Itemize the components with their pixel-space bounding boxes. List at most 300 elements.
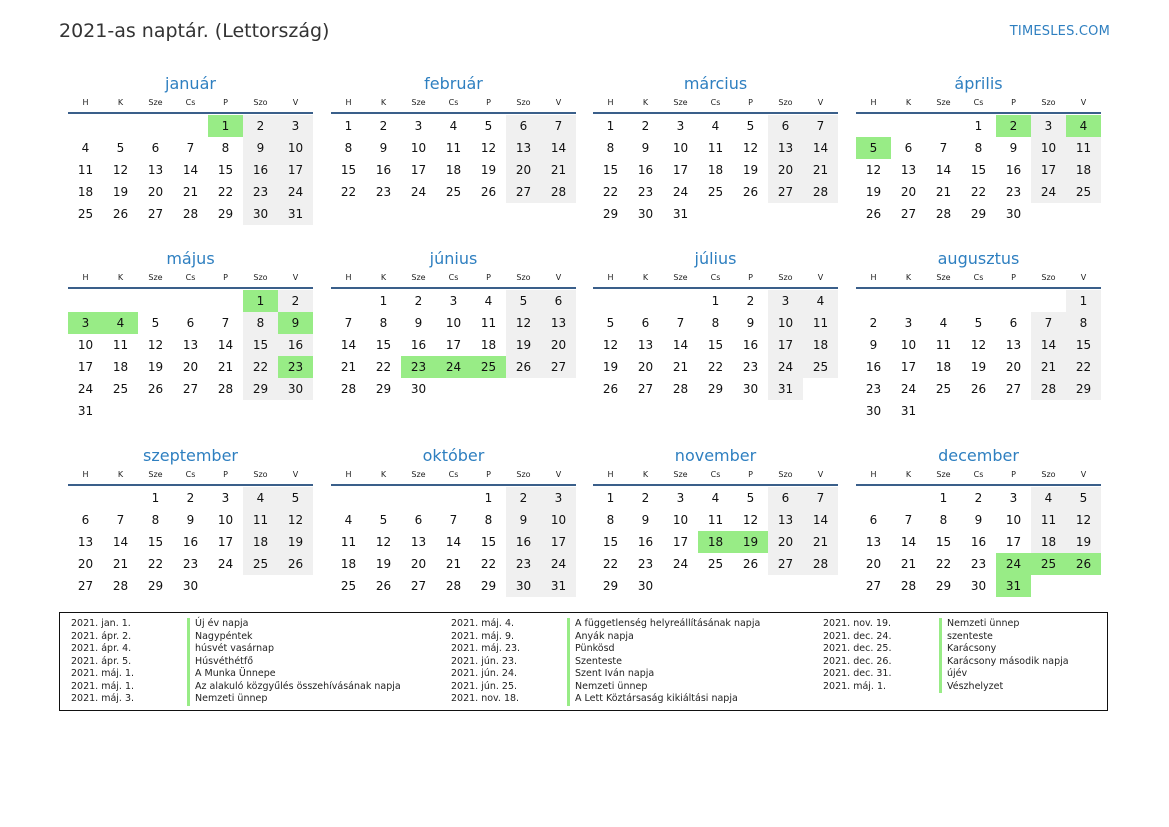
weekday-label: Szo xyxy=(253,273,268,282)
day-cell: 1 xyxy=(151,491,160,505)
day-cell: 8 xyxy=(221,141,230,155)
day-cell: 15 xyxy=(243,334,278,356)
weekday-label: K xyxy=(380,470,387,479)
day-cell: 5 xyxy=(746,491,755,505)
weekday-label: P xyxy=(223,98,228,107)
month-január xyxy=(68,72,313,225)
legend-row xyxy=(823,631,1069,644)
day-cell: 20 xyxy=(410,557,427,571)
holiday-name: Nemzeti ünnep xyxy=(939,618,1019,631)
day-cell: 28 xyxy=(112,579,129,593)
day-cell: 23 xyxy=(742,360,759,374)
day-cell: 4 xyxy=(449,119,458,133)
day-cell: 15 xyxy=(480,535,497,549)
day-cell: 31 xyxy=(77,404,94,418)
day-cell: 9 xyxy=(746,316,755,330)
holiday-date: 2021. dec. 26. xyxy=(823,655,892,667)
day-cell: 16 xyxy=(182,535,199,549)
day-cell: 25 xyxy=(112,382,129,396)
day-cell: 11 xyxy=(1066,137,1101,159)
weekday-label: H xyxy=(607,273,614,282)
weekday-label: V xyxy=(1080,470,1087,479)
day-cell: 31 xyxy=(768,378,803,400)
day-cell: 2 xyxy=(641,491,650,505)
day-grid xyxy=(593,290,838,400)
weekday-label: V xyxy=(555,98,562,107)
day-cell: 12 xyxy=(506,312,541,334)
month-name: március xyxy=(683,74,748,93)
day-cell: 26 xyxy=(112,207,129,221)
day-cell: 15 xyxy=(340,163,357,177)
month-name: január xyxy=(165,74,216,93)
day-cell: 30 xyxy=(182,579,199,593)
day-cell: 29 xyxy=(480,579,497,593)
weekday-label: K xyxy=(380,273,387,282)
day-cell: 6 xyxy=(641,316,650,330)
day-cell: 29 xyxy=(243,378,278,400)
day-cell: 12 xyxy=(147,338,164,352)
empty-cell xyxy=(208,290,243,312)
weekday-label: V xyxy=(1080,273,1087,282)
day-cell: 26 xyxy=(742,185,759,199)
day-cell: 18 xyxy=(112,360,129,374)
day-cell: 2 xyxy=(186,491,195,505)
day-cell: 25 xyxy=(935,382,952,396)
empty-cell xyxy=(436,487,471,509)
holiday-name: Nagypéntek xyxy=(187,631,253,644)
day-cell: 5 xyxy=(379,513,388,527)
day-cell: 5 xyxy=(606,316,615,330)
day-cell: 20 xyxy=(637,360,654,374)
day-cell: 27 xyxy=(77,579,94,593)
day-cell: 31 xyxy=(278,203,313,225)
weekday-label: Cs xyxy=(710,470,721,479)
day-cell: 27 xyxy=(410,579,427,593)
holiday-date: 2021. ápr. 4. xyxy=(71,643,132,654)
day-cell: 10 xyxy=(1005,513,1022,527)
holiday-date: 2021. dec. 25. xyxy=(823,643,892,654)
weekday-label: Szo xyxy=(516,98,531,107)
day-cell: 22 xyxy=(243,356,278,378)
day-cell: 26 xyxy=(375,579,392,593)
empty-cell xyxy=(103,115,138,137)
day-cell: 13 xyxy=(637,338,654,352)
empty-cell xyxy=(856,487,891,509)
empty-cell xyxy=(856,115,891,137)
holiday-day-cell: 9 xyxy=(278,312,313,334)
day-cell: 28 xyxy=(900,579,917,593)
day-cell: 9 xyxy=(243,137,278,159)
weekday-label: K xyxy=(642,273,649,282)
day-cell: 13 xyxy=(77,535,94,549)
day-cell: 1 xyxy=(379,294,388,308)
day-cell: 16 xyxy=(865,360,882,374)
empty-cell xyxy=(926,115,961,137)
holiday-date: 2021. máj. 1. xyxy=(823,680,887,692)
day-cell: 2 xyxy=(506,487,541,509)
empty-cell xyxy=(856,290,891,312)
holiday-name: Az alakuló közgyűlés összehívásának napja xyxy=(187,681,401,694)
month-június xyxy=(331,247,576,400)
day-cell: 2 xyxy=(641,119,650,133)
day-cell: 5 xyxy=(1066,487,1101,509)
day-cell: 10 xyxy=(410,141,427,155)
day-cell: 26 xyxy=(602,382,619,396)
weekday-label: H xyxy=(870,470,877,479)
weekday-label: K xyxy=(117,98,124,107)
weekday-label: Sze xyxy=(411,98,426,107)
day-cell: 22 xyxy=(340,185,357,199)
day-cell: 20 xyxy=(865,557,882,571)
day-cell: 18 xyxy=(445,163,462,177)
day-cell: 21 xyxy=(217,360,234,374)
day-cell: 4 xyxy=(711,119,720,133)
legend-row xyxy=(71,643,401,656)
day-cell: 8 xyxy=(344,141,353,155)
day-cell: 14 xyxy=(1031,334,1066,356)
weekday-label: Cs xyxy=(448,470,459,479)
day-cell: 13 xyxy=(506,137,541,159)
day-cell: 5 xyxy=(151,316,160,330)
weekday-label: P xyxy=(748,470,753,479)
day-cell: 7 xyxy=(344,316,353,330)
day-cell: 25 xyxy=(243,553,278,575)
month-február xyxy=(331,72,576,203)
holiday-date: 2021. jún. 25. xyxy=(451,680,518,692)
weekday-label: Cs xyxy=(973,470,984,479)
day-cell: 13 xyxy=(147,163,164,177)
day-cell: 3 xyxy=(1009,491,1018,505)
weekday-label: H xyxy=(82,273,89,282)
day-cell: 22 xyxy=(935,557,952,571)
day-cell: 13 xyxy=(1005,338,1022,352)
weekday-label: K xyxy=(905,273,912,282)
day-cell: 11 xyxy=(112,338,129,352)
day-cell: 6 xyxy=(768,487,803,509)
day-cell: 18 xyxy=(707,163,724,177)
holiday-day-cell: 23 xyxy=(278,356,313,378)
holiday-name: Nemzeti ünnep xyxy=(567,681,647,694)
day-cell: 14 xyxy=(112,535,129,549)
legend-row xyxy=(71,693,401,706)
day-cell: 29 xyxy=(707,382,724,396)
day-cell: 23 xyxy=(637,185,654,199)
day-cell: 22 xyxy=(375,360,392,374)
day-cell: 28 xyxy=(1031,378,1066,400)
holiday-day-cell: 24 xyxy=(436,356,471,378)
day-cell: 17 xyxy=(672,535,689,549)
weekday-label: H xyxy=(870,98,877,107)
day-cell: 19 xyxy=(865,185,882,199)
day-cell: 30 xyxy=(970,579,987,593)
day-cell: 11 xyxy=(445,141,462,155)
day-cell: 23 xyxy=(375,185,392,199)
day-cell: 5 xyxy=(506,290,541,312)
holiday-name: Vészhelyzet xyxy=(939,681,1003,694)
holiday-date: 2021. máj. 3. xyxy=(71,693,135,704)
day-cell: 20 xyxy=(900,185,917,199)
weekday-label: V xyxy=(817,273,824,282)
holiday-date: 2021. jún. 24. xyxy=(451,668,518,679)
legend-row xyxy=(71,631,401,644)
legend-column xyxy=(823,618,1069,693)
day-cell: 28 xyxy=(803,553,838,575)
page-title: 2021-as naptár. (Lettország) xyxy=(59,20,330,42)
weekday-label: V xyxy=(555,273,562,282)
month-name: november xyxy=(674,446,757,465)
weekday-label: Sze xyxy=(936,273,951,282)
weekday-label: Cs xyxy=(448,98,459,107)
month-május xyxy=(68,247,313,422)
legend-column xyxy=(451,618,760,706)
month-szeptember xyxy=(68,444,313,597)
day-cell: 22 xyxy=(147,557,164,571)
month-november xyxy=(593,444,838,597)
weekday-label: K xyxy=(905,98,912,107)
weekday-label: Cs xyxy=(973,98,984,107)
empty-cell xyxy=(331,487,366,509)
day-cell: 6 xyxy=(414,513,423,527)
day-cell: 6 xyxy=(768,115,803,137)
day-cell: 23 xyxy=(243,181,278,203)
weekday-label: V xyxy=(292,273,299,282)
day-cell: 7 xyxy=(541,115,576,137)
day-cell: 12 xyxy=(970,338,987,352)
day-cell: 23 xyxy=(637,557,654,571)
day-cell: 8 xyxy=(939,513,948,527)
day-cell: 13 xyxy=(865,535,882,549)
day-cell: 12 xyxy=(1066,509,1101,531)
weekday-label: K xyxy=(380,98,387,107)
day-grid xyxy=(68,487,313,597)
day-cell: 25 xyxy=(77,207,94,221)
day-cell: 12 xyxy=(865,163,882,177)
legend-row xyxy=(451,643,760,656)
day-cell: 8 xyxy=(151,513,160,527)
legend-row xyxy=(71,656,401,669)
day-cell: 30 xyxy=(1005,207,1022,221)
holiday-name: Karácsony xyxy=(939,643,996,656)
day-cell: 28 xyxy=(935,207,952,221)
day-cell: 20 xyxy=(1005,360,1022,374)
day-cell: 24 xyxy=(217,557,234,571)
day-cell: 14 xyxy=(217,338,234,352)
weekday-label: P xyxy=(486,98,491,107)
day-cell: 2 xyxy=(746,294,755,308)
day-cell: 13 xyxy=(182,338,199,352)
day-cell: 13 xyxy=(768,137,803,159)
day-cell: 7 xyxy=(1031,312,1066,334)
day-cell: 29 xyxy=(217,207,234,221)
day-cell: 29 xyxy=(1066,378,1101,400)
site-link[interactable]: TIMESLES.COM xyxy=(1009,24,1110,39)
weekday-label: Cs xyxy=(448,273,459,282)
weekday-label: H xyxy=(870,273,877,282)
day-cell: 1 xyxy=(1066,290,1101,312)
day-cell: 8 xyxy=(711,316,720,330)
holiday-day-cell: 25 xyxy=(471,356,506,378)
day-cell: 22 xyxy=(217,185,234,199)
day-cell: 16 xyxy=(637,535,654,549)
day-cell: 24 xyxy=(410,185,427,199)
holiday-date: 2021. dec. 24. xyxy=(823,630,892,642)
day-cell: 12 xyxy=(742,141,759,155)
day-cell: 25 xyxy=(445,185,462,199)
day-cell: 17 xyxy=(672,163,689,177)
weekday-label: V xyxy=(817,470,824,479)
day-cell: 12 xyxy=(742,513,759,527)
month-name: október xyxy=(422,446,485,465)
day-cell: 27 xyxy=(1005,382,1022,396)
day-cell: 21 xyxy=(672,360,689,374)
day-grid xyxy=(856,115,1101,225)
day-cell: 5 xyxy=(116,141,125,155)
day-cell: 19 xyxy=(112,185,129,199)
day-cell: 13 xyxy=(900,163,917,177)
day-cell: 30 xyxy=(637,207,654,221)
day-cell: 10 xyxy=(445,316,462,330)
day-cell: 2 xyxy=(869,316,878,330)
day-cell: 18 xyxy=(243,531,278,553)
day-cell: 10 xyxy=(672,513,689,527)
day-cell: 25 xyxy=(707,185,724,199)
day-cell: 14 xyxy=(182,163,199,177)
holiday-date: 2021. nov. 18. xyxy=(451,693,520,704)
day-cell: 18 xyxy=(1066,159,1101,181)
day-cell: 3 xyxy=(278,115,313,137)
weekday-label: Sze xyxy=(673,470,688,479)
empty-cell xyxy=(103,487,138,509)
day-cell: 19 xyxy=(1066,531,1101,553)
day-cell: 7 xyxy=(186,141,195,155)
day-cell: 6 xyxy=(81,513,90,527)
weekday-label: Szo xyxy=(516,273,531,282)
day-cell: 15 xyxy=(217,163,234,177)
day-cell: 1 xyxy=(974,119,983,133)
day-cell: 4 xyxy=(939,316,948,330)
day-cell: 11 xyxy=(1031,509,1066,531)
day-cell: 27 xyxy=(541,356,576,378)
day-cell: 2 xyxy=(974,491,983,505)
day-cell: 9 xyxy=(641,513,650,527)
day-cell: 24 xyxy=(1031,181,1066,203)
empty-cell xyxy=(628,290,663,312)
day-cell: 15 xyxy=(707,338,724,352)
day-cell: 5 xyxy=(484,119,493,133)
day-cell: 9 xyxy=(414,316,423,330)
holiday-day-cell: 25 xyxy=(1031,553,1066,575)
day-cell: 30 xyxy=(506,575,541,597)
empty-cell xyxy=(331,290,366,312)
day-cell: 1 xyxy=(606,491,615,505)
holiday-name: Szent Iván napja xyxy=(567,668,654,681)
day-cell: 16 xyxy=(243,159,278,181)
holiday-name: Pünkösd xyxy=(567,643,615,656)
day-cell: 24 xyxy=(768,356,803,378)
day-cell: 7 xyxy=(904,513,913,527)
day-cell: 16 xyxy=(970,535,987,549)
day-cell: 11 xyxy=(707,513,724,527)
weekday-header xyxy=(593,468,838,486)
day-cell: 18 xyxy=(77,185,94,199)
day-cell: 21 xyxy=(340,360,357,374)
holiday-name: Szenteste xyxy=(567,656,622,669)
weekday-label: Cs xyxy=(710,98,721,107)
day-cell: 23 xyxy=(1005,185,1022,199)
weekday-label: V xyxy=(292,98,299,107)
day-cell: 21 xyxy=(541,159,576,181)
weekday-header xyxy=(593,96,838,114)
day-cell: 12 xyxy=(112,163,129,177)
day-cell: 8 xyxy=(1066,312,1101,334)
empty-cell xyxy=(996,290,1031,312)
day-cell: 17 xyxy=(410,163,427,177)
day-cell: 21 xyxy=(803,531,838,553)
weekday-label: Szo xyxy=(778,273,793,282)
empty-cell xyxy=(68,115,103,137)
weekday-header xyxy=(331,271,576,289)
day-cell: 5 xyxy=(974,316,983,330)
day-cell: 29 xyxy=(375,382,392,396)
day-cell: 10 xyxy=(541,509,576,531)
day-cell: 19 xyxy=(602,360,619,374)
day-cell: 21 xyxy=(935,185,952,199)
day-cell: 25 xyxy=(1066,181,1101,203)
day-cell: 4 xyxy=(484,294,493,308)
day-cell: 19 xyxy=(970,360,987,374)
day-cell: 11 xyxy=(803,312,838,334)
day-cell: 14 xyxy=(541,137,576,159)
day-cell: 17 xyxy=(77,360,94,374)
day-cell: 20 xyxy=(147,185,164,199)
legend-row xyxy=(823,681,1069,694)
day-cell: 11 xyxy=(935,338,952,352)
holiday-date: 2021. ápr. 2. xyxy=(71,630,132,642)
day-cell: 13 xyxy=(768,509,803,531)
weekday-label: Cs xyxy=(185,273,196,282)
day-cell: 11 xyxy=(340,535,357,549)
day-cell: 6 xyxy=(151,141,160,155)
day-cell: 13 xyxy=(410,535,427,549)
weekday-label: V xyxy=(292,470,299,479)
holiday-day-cell: 5 xyxy=(856,137,891,159)
legend-row xyxy=(71,681,401,694)
holiday-day-cell: 19 xyxy=(733,531,768,553)
day-cell: 31 xyxy=(900,404,917,418)
holiday-name: Húsvéthétfő xyxy=(187,656,253,669)
day-cell: 20 xyxy=(182,360,199,374)
legend-row xyxy=(451,693,760,706)
day-cell: 23 xyxy=(182,557,199,571)
day-cell: 29 xyxy=(970,207,987,221)
day-grid xyxy=(331,487,576,597)
day-cell: 18 xyxy=(935,360,952,374)
day-cell: 17 xyxy=(217,535,234,549)
day-cell: 20 xyxy=(77,557,94,571)
day-cell: 23 xyxy=(865,382,882,396)
day-cell: 17 xyxy=(278,159,313,181)
weekday-label: Sze xyxy=(411,273,426,282)
day-cell: 10 xyxy=(217,513,234,527)
weekday-label: P xyxy=(748,273,753,282)
day-cell: 22 xyxy=(970,185,987,199)
day-cell: 4 xyxy=(243,487,278,509)
day-cell: 14 xyxy=(803,509,838,531)
day-cell: 23 xyxy=(970,557,987,571)
day-cell: 6 xyxy=(506,115,541,137)
day-cell: 26 xyxy=(742,557,759,571)
empty-cell xyxy=(926,290,961,312)
